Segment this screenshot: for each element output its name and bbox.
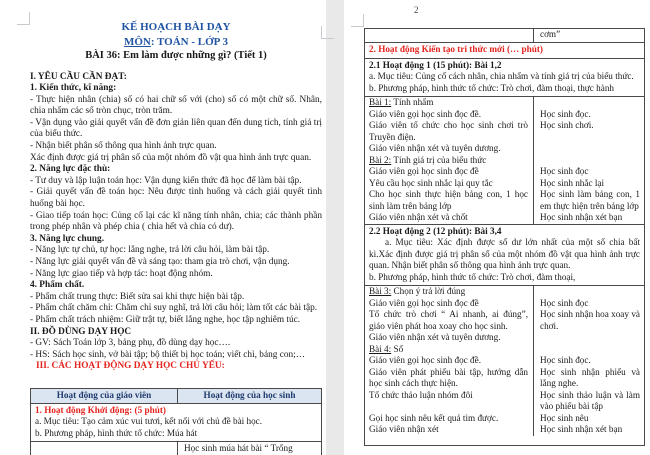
table-cell-teacher	[31, 442, 178, 455]
teacher-text: Giáo viên gọi học sinh đọc đề.	[369, 108, 482, 119]
table-cell-student: Học sinh múa hát bài “ Trống	[184, 443, 293, 453]
table-cell-student: Học sinh đọc	[540, 166, 589, 176]
table-row	[365, 109, 644, 121]
table-cell-student: cơm”	[540, 29, 561, 39]
table-cell-student: Học sinh làm bảng con, 1 em thực hiện trên bảng lớp	[540, 189, 640, 211]
subsection-heading: 1. Kiến thức, kĩ năng:	[30, 83, 117, 94]
paragraph: Xác định được giá trị phân số của một nhóm đồ vật qua hình ảnh trực quan.	[30, 152, 312, 163]
table-row	[365, 286, 644, 298]
activity22-block	[365, 225, 644, 287]
activity2-title: 2. Hoạt động Kiến tạo tri thức mới (… phút)	[365, 43, 644, 59]
exercise-label: Bài 1:	[369, 97, 392, 107]
activity1-method: b. Phương pháp, hình thức tổ chức: Múa hát	[35, 427, 198, 438]
activity22-method: b. Phương pháp, hình thức tổ chức: Trò chơi, đàm thoại,	[369, 271, 576, 282]
table-cell-teacher	[365, 367, 534, 390]
table-cell-teacher	[365, 29, 534, 42]
table-cell-teacher	[365, 298, 534, 310]
lesson-title: BÀI 36: Em làm được những gì? (Tiết 1)	[85, 50, 267, 61]
doc-title: KẾ HOẠCH BÀI DẠY	[121, 21, 231, 33]
table-row	[365, 344, 644, 356]
table-cell-teacher	[365, 332, 534, 344]
table-cell-student: Học sinh đọc	[540, 297, 589, 308]
table-cell-teacher	[365, 344, 534, 356]
subsection-heading: 4. Phẩm chất.	[30, 280, 85, 291]
exercise-group-2	[365, 286, 644, 445]
activity21-method: b. Phương pháp, hình thức tổ chức: Trò chơi, đàm thoại, thực hành	[369, 82, 615, 93]
teacher-text: Giáo viên nhận xét	[369, 424, 439, 434]
teacher-text: Chọn ý trả lời đúng	[391, 286, 466, 296]
teacher-text: Giáo viên nhận xét và tuyên dương.	[369, 332, 501, 342]
teacher-text: Số	[391, 343, 404, 354]
paragraph: - Phẩm chất trung thực: Biết sửa sai khi thực hiện bài tập.	[30, 291, 245, 302]
table-cell-student: Học sinh đọc.	[540, 355, 591, 365]
section-heading-II: II. ĐỒ DÙNG DẠY HỌC	[30, 326, 132, 337]
exercise-group-1	[365, 97, 644, 225]
table-cell-student: Học sinh nhận phiếu và lắng nghe.	[540, 366, 640, 388]
page-number: 2	[414, 5, 419, 15]
table-cell-student: Học sinh thảo luận và làm vào phiếu bài tập	[540, 389, 640, 411]
table-cell-student	[534, 97, 644, 109]
table-cell-teacher	[365, 424, 534, 436]
activity1-block	[31, 404, 321, 443]
exercise-label: Bài 2:	[369, 154, 392, 165]
paragraph: - Giải quyết vấn đề toán học: Nêu được tình huống và cách giải quyết tình huống bài học.	[30, 187, 322, 210]
title-block	[30, 0, 322, 64]
table-cell-teacher	[365, 120, 534, 143]
table-cell-teacher	[365, 155, 534, 167]
paragraph: - Tư duy và lập luận toán học: Vận dụng kiến thức đã học để làm bài tập.	[30, 175, 302, 186]
paragraph: - GV: Sách Toán lớp 3, bảng phụ, đồ dùng dạy học….	[30, 338, 231, 349]
table-cell-teacher	[365, 189, 534, 212]
teacher-text: Gọi học sinh nêu kết quả tìm được.	[369, 412, 499, 423]
margin-corner-mark	[321, 26, 334, 39]
subsection-heading: 3. Năng lực chung.	[30, 233, 105, 244]
activity21-block	[365, 59, 644, 98]
table-row	[365, 367, 644, 390]
teacher-text: Giáo viên gọi học sinh đọc đề.	[369, 355, 482, 365]
activity21-goal: a. Mục tiêu: Củng cố cách nhân, chia nhẩm và tính giá trị của biểu thức.	[369, 71, 634, 81]
activity21-heading: 2.1 Hoạt động 1 (15 phút): Bài 1,2	[369, 59, 502, 70]
activity22-heading: 2.2 Hoạt động 2 (12 phút): Bài 3,4	[369, 225, 502, 236]
teacher-text: Giáo viên nhận xét và chốt	[369, 212, 468, 222]
teacher-text: Tổ chức trò chơi “ Ai nhanh, ai đúng”, giáo viên phát hoa xoay cho học sinh.	[369, 309, 528, 331]
table-row	[365, 120, 644, 143]
paragraph: - Năng lực giao tiếp và hợp tác: hoạt động nhóm.	[30, 268, 213, 279]
paragraph: - Vận dụng vào giải quyết vấn đề đơn giản liên quan đến dung tích, tính giá trị của biểu thức.	[30, 117, 322, 140]
table-cell-student: Học sinh nêu	[540, 412, 589, 423]
paragraph: - Phẩm chất trách nhiệm: Giữ trật tự, biết lắng nghe, học tập nghiêm túc.	[30, 314, 301, 325]
table-row	[31, 442, 321, 455]
table-header-row	[31, 389, 321, 404]
table-cell-teacher	[365, 286, 534, 298]
teacher-text: Giáo viên phát phiếu bài tập, hướng dẫn học sinh cách thực hiện.	[369, 366, 528, 388]
teacher-text: Giáo viên tổ chức cho học sinh chơi trò Truyền điện.	[369, 120, 528, 142]
table-cell-student: Học sinh nhận hoa xoay và chơi.	[540, 309, 640, 331]
table-cell-teacher	[365, 97, 534, 109]
page-2[interactable]	[344, 0, 650, 455]
teacher-text: Cho học sinh thực hiện bảng con, 1 học sinh làm trên bảng lớp	[369, 189, 528, 211]
table-cell-teacher	[365, 355, 534, 367]
table-cell-student	[534, 155, 644, 167]
subject-rest: : TOÁN - LỚP 3	[150, 35, 229, 48]
activity1-title: 1. Hoạt động Khởi động: (5 phút)	[35, 404, 166, 415]
activities-table-page1	[30, 388, 322, 455]
activity1-goal: a. Mục tiêu: Tạo cảm xúc vui tươi, kết nối với chủ đề bài học.	[35, 416, 263, 426]
section-heading-I: I. YÊU CẦU CẦN ĐẠT:	[30, 71, 127, 82]
teacher-text: Tính nhẩm	[391, 97, 434, 107]
exercise-label: Bài 4:	[369, 343, 392, 354]
table-row	[365, 390, 644, 413]
table-cell-student	[534, 143, 644, 155]
table-row	[365, 212, 644, 224]
exercise-label: Bài 3:	[369, 286, 392, 296]
table-cell-student: Học sinh nhận xét bạn	[540, 424, 623, 434]
table-cell-student	[534, 344, 644, 356]
table-row	[365, 143, 644, 155]
table-cell-student	[534, 332, 644, 344]
teacher-text: Yêu cầu học sinh nhắc lại quy tắc	[369, 177, 493, 188]
table-header-teacher: Hoạt động của giáo viên	[31, 389, 178, 403]
table-cell-student: Học sinh đọc.	[540, 108, 591, 119]
activity22-goal: a. Mục tiêu: Xác định được số dư lớn nhất của một số chia bất kì.Xác định được giá trị phân số của một nhóm đồ vật qua hình ảnh trực quan. Nhận biết phân số thông qua hình ảnh trực quan.	[369, 237, 640, 270]
teacher-text: Giáo viên gọi học sinh đọc đề	[369, 166, 479, 176]
table-row	[365, 189, 644, 212]
table-row	[365, 166, 644, 178]
subject-line	[30, 35, 322, 50]
margin-corner-mark	[17, 12, 30, 25]
table-cell-teacher	[365, 109, 534, 121]
table-cell-student	[534, 286, 644, 298]
objectives-text	[30, 72, 322, 373]
table-row	[365, 29, 644, 43]
table-cell-teacher	[365, 178, 534, 190]
table-header-student: Hoạt động của học sinh	[203, 390, 296, 400]
table-row	[365, 97, 644, 109]
activities-table-page2	[364, 28, 645, 446]
table-cell-teacher	[365, 143, 534, 155]
table-row	[365, 178, 644, 190]
table-cell-student: Học sinh nhắc lại	[540, 177, 605, 188]
table-cell-teacher	[365, 309, 534, 332]
table-cell-teacher	[365, 413, 534, 425]
paragraph: - Nhận biết phân số thông qua hình ảnh trực quan.	[30, 141, 217, 152]
teacher-text: Tính giá trị của biểu thức	[391, 154, 487, 165]
subject-label: MÔN	[123, 35, 151, 48]
table-row	[365, 298, 644, 310]
paragraph: - HS: Sách học sinh, vở bài tập; bộ thiết bị học toán; viết chì, bảng con;…	[30, 349, 305, 360]
paragraph: - Năng lực giải quyết vấn đề và sáng tạo: tham gia trò chơi, vận dụng.	[30, 257, 290, 267]
table-cell-teacher	[365, 212, 534, 224]
table-row	[365, 332, 644, 344]
table-row	[365, 413, 644, 425]
section-heading-III: III. CÁC HOẠT ĐỘNG DẠY HỌC CHỦ YẾU:	[36, 361, 225, 372]
table-row	[365, 155, 644, 167]
table-cell-student: Học sinh chơi.	[540, 120, 594, 130]
table-cell-teacher	[365, 166, 534, 178]
teacher-text: Tổ chức thảo luận nhóm đôi	[369, 389, 473, 400]
teacher-text: Giáo viên nhận xét và tuyên dương.	[369, 143, 501, 153]
paragraph: - Thực hiện nhân (chia) số có hai chữ số với (cho) số có một chữ số. Nhân, chia nhẩm các số tròn chục, tròn trăm.	[30, 94, 322, 117]
margin-corner-mark	[351, 14, 364, 27]
paragraph: - Năng lực tự chủ, tự học: lắng nghe, trả lời câu hỏi, làm bài tập.	[30, 245, 270, 256]
paragraph: - Phẩm chất chăm chỉ: Chăm chỉ suy nghĩ, trả lời câu hỏi; làm tốt các bài tập.	[30, 303, 318, 314]
teacher-text: Giáo viên gọi học sinh đọc đề	[369, 297, 479, 308]
table-cell-teacher	[365, 390, 534, 413]
table-row	[365, 424, 644, 436]
subsection-heading: 2. Năng lực đặc thù:	[30, 164, 111, 175]
paragraph: - Giao tiếp toán học: Củng cố lại các kĩ năng tính nhân, chia; các thành phần trong phép nhân và phép chia ( chia hết và chia có dư).	[30, 210, 322, 233]
table-row	[365, 309, 644, 332]
table-row	[365, 355, 644, 367]
table-cell-student: Học sinh nhận xét bạn	[540, 212, 623, 222]
